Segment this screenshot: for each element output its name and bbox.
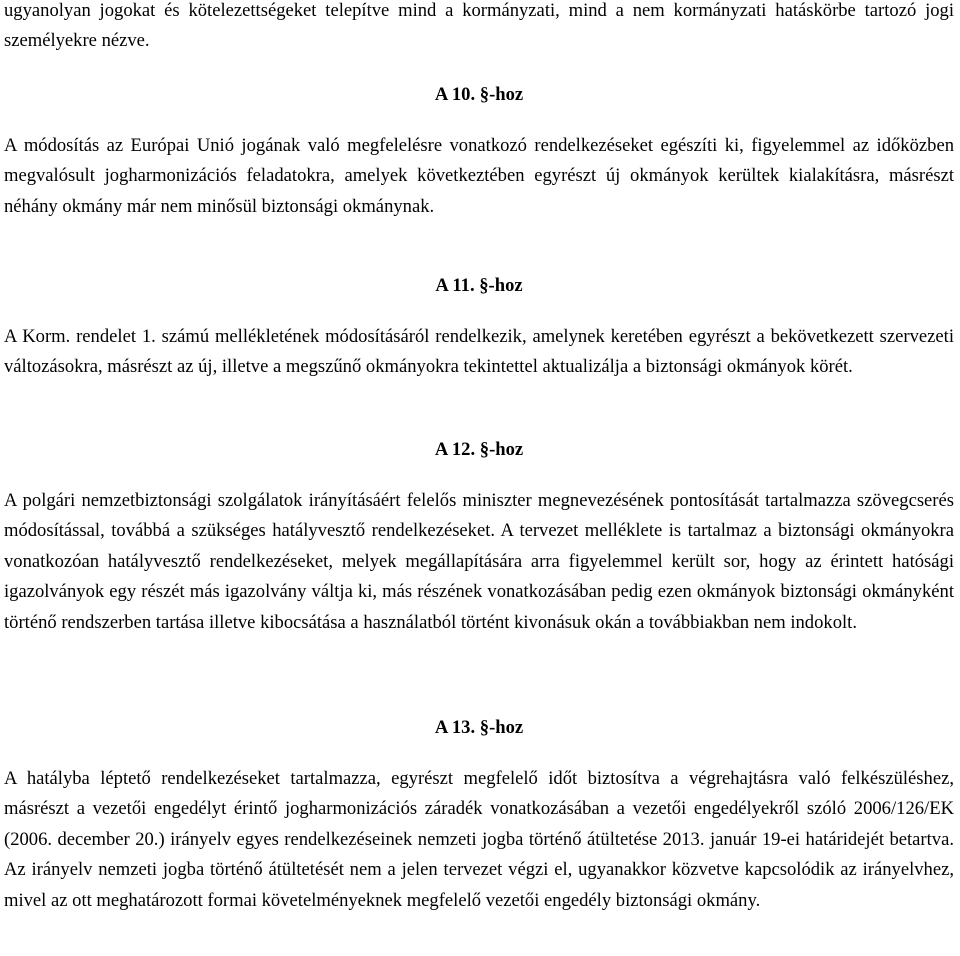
section-heading-10: A 10. §-hoz xyxy=(434,84,524,105)
section-paragraph-13: A hatályba léptető rendelkezéseket tartalmazza, egyrészt megfelelő időt biztosítva a végrehajtásra való felkészüléshez, másrészt a vezetői engedélyt érintő jogharmonizációs záradék vonatkozásában a vezetői engedélyekről szóló 2006/126/EK (2006. december 20.) irányelv egyes rendelkezéseinek nemzeti jogba történő átültetése 2013. január 19-ei határidejét betartva. Az irányelv nemzeti jogba történő átültetését nem a jelen tervezet végzi el, ugyanakkor közvetve kapcsolódik az irányelvhez, mivel az ott meghatározott formai követelményeknek megfelelő vezetői engedély biztonsági okmány. xyxy=(4,768,954,911)
intro-paragraph: ugyanolyan jogokat és kötelezettségeket telepítve mind a kormányzati, mind a nem kormányzati hatáskörbe tartozó jogi személyekre nézve. xyxy=(4,0,954,52)
section-paragraph-12: A polgári nemzetbiztonsági szolgálatok irányításáért felelős miniszter megnevezésének pontosítását tartalmazza szövegcserés módosítással, továbbá a szükséges hatályvesztő rendelkezéseket. A tervezet melléklete is tartalmaz a biztonsági okmányokra vonatkozóan hatályvesztő rendelkezéseket, melyek megállapítására arra figyelemmel került sor, hogy az érintett hatósági igazolványok egy részét más igazolvány váltja ki, más részének vonatkozásában pedig ezen okmányok biztonsági okmányként történő rendszerben tartása illetve kibocsátása a használatból történt kivonásuk okán a továbbiakban nem indokolt. xyxy=(4,490,954,633)
section-heading-13: A 13. §-hoz xyxy=(434,717,524,738)
section-heading-11: A 11. §-hoz xyxy=(435,275,523,296)
section-paragraph-11: A Korm. rendelet 1. számú mellékletének módosításáról rendelkezik, amelynek keretében egyrészt a bekövetkezett szervezeti változásokra, másrészt az új, illetve a megszűnő okmányokra tekintettel aktualizálja a biztonsági okmányok körét. xyxy=(4,326,954,378)
section-heading-12: A 12. §-hoz xyxy=(434,439,524,460)
section-paragraph-10: A módosítás az Európai Unió jogának való megfelelésre vonatkozó rendelkezéseket egészíti ki, figyelemmel az időközben megvalósult jogharmonizációs feladatokra, amelyek következtében egyrészt új okmányok kerültek kialakításra, másrészt néhány okmány már nem minősül biztonsági okmánynak. xyxy=(4,135,954,217)
